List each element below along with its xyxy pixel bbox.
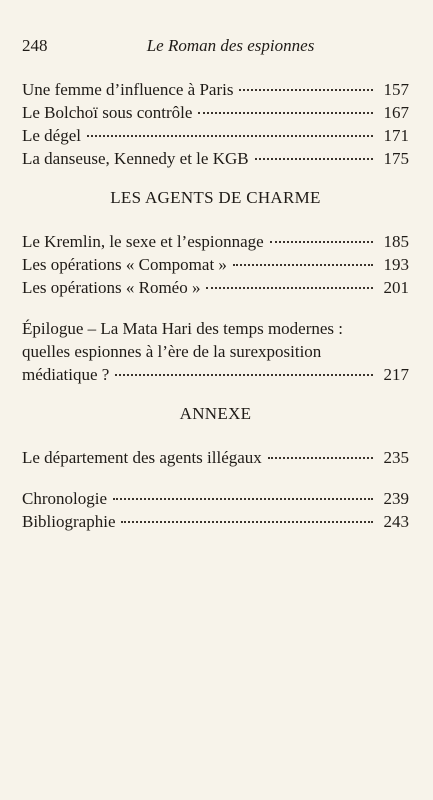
toc-entry: [22, 253, 409, 276]
toc-entry-page: 157: [383, 80, 409, 99]
page-header: [22, 36, 409, 56]
toc-entry: [22, 487, 409, 510]
dot-leader: [87, 135, 373, 137]
toc-entry-title: Le département des agents illégaux: [22, 448, 262, 467]
toc-entry-title: Le dégel: [22, 126, 81, 145]
toc-group-4: [22, 487, 409, 533]
toc-entry-title: Le Kremlin, le sexe et l’espionnage: [22, 232, 264, 251]
page-number: 248: [22, 36, 48, 55]
toc-group-1: [22, 78, 409, 170]
table-of-contents: [22, 78, 409, 551]
dot-leader: [113, 498, 373, 500]
toc-entry-page: 185: [383, 232, 409, 251]
toc-entry-page: 193: [383, 255, 409, 274]
toc-entry-page: 175: [383, 149, 409, 168]
toc-entry: [22, 510, 409, 533]
toc-entry-page: 217: [383, 365, 409, 384]
section-title-charme: LES AGENTS DE CHARME: [110, 188, 321, 207]
toc-entry: [22, 230, 409, 253]
toc-entry: [22, 147, 409, 170]
toc-entry: [22, 363, 409, 386]
section-title-annexe: ANNEXE: [179, 404, 252, 423]
dot-leader: [268, 457, 373, 459]
dot-leader: [270, 241, 373, 243]
toc-entry: [22, 101, 409, 124]
dot-leader: [115, 374, 373, 376]
toc-entry-page: 201: [383, 278, 409, 297]
toc-entry-title: Le Bolchoï sous contrôle: [22, 103, 193, 122]
toc-group-3: [22, 446, 409, 469]
dot-leader: [198, 112, 373, 114]
toc-entry: [22, 446, 409, 469]
toc-entry: [22, 124, 409, 147]
epilogue-line-1: Épilogue – La Mata Hari des temps modernes :: [22, 319, 344, 338]
toc-entry-title: Chronologie: [22, 489, 107, 508]
dot-leader: [255, 158, 373, 160]
dot-leader: [239, 89, 373, 91]
toc-entry-title: La danseuse, Kennedy et le KGB: [22, 149, 249, 168]
toc-entry-title: Bibliographie: [22, 512, 116, 531]
toc-entry-title: Les opérations « Roméo »: [22, 278, 201, 297]
toc-entry-page: 239: [383, 489, 409, 508]
toc-group-2: [22, 230, 409, 299]
toc-entry: [22, 78, 409, 101]
toc-entry-title: Une femme d’influence à Paris: [22, 80, 234, 99]
running-title: Le Roman des espionnes: [146, 36, 315, 55]
dot-leader: [121, 521, 373, 523]
epilogue-line-3: médiatique ?: [22, 365, 110, 384]
epilogue-line-2: quelles espionnes à l’ère de la surexposition: [22, 342, 322, 361]
toc-entry-page: 171: [383, 126, 409, 145]
toc-epilogue: [22, 317, 409, 386]
dot-leader: [206, 287, 373, 289]
toc-entry-page: 235: [383, 448, 409, 467]
toc-entry-page: 243: [383, 512, 409, 531]
toc-entry: [22, 276, 409, 299]
toc-entry-title: Les opérations « Compomat »: [22, 255, 227, 274]
dot-leader: [233, 264, 373, 266]
toc-entry-page: 167: [383, 103, 409, 122]
